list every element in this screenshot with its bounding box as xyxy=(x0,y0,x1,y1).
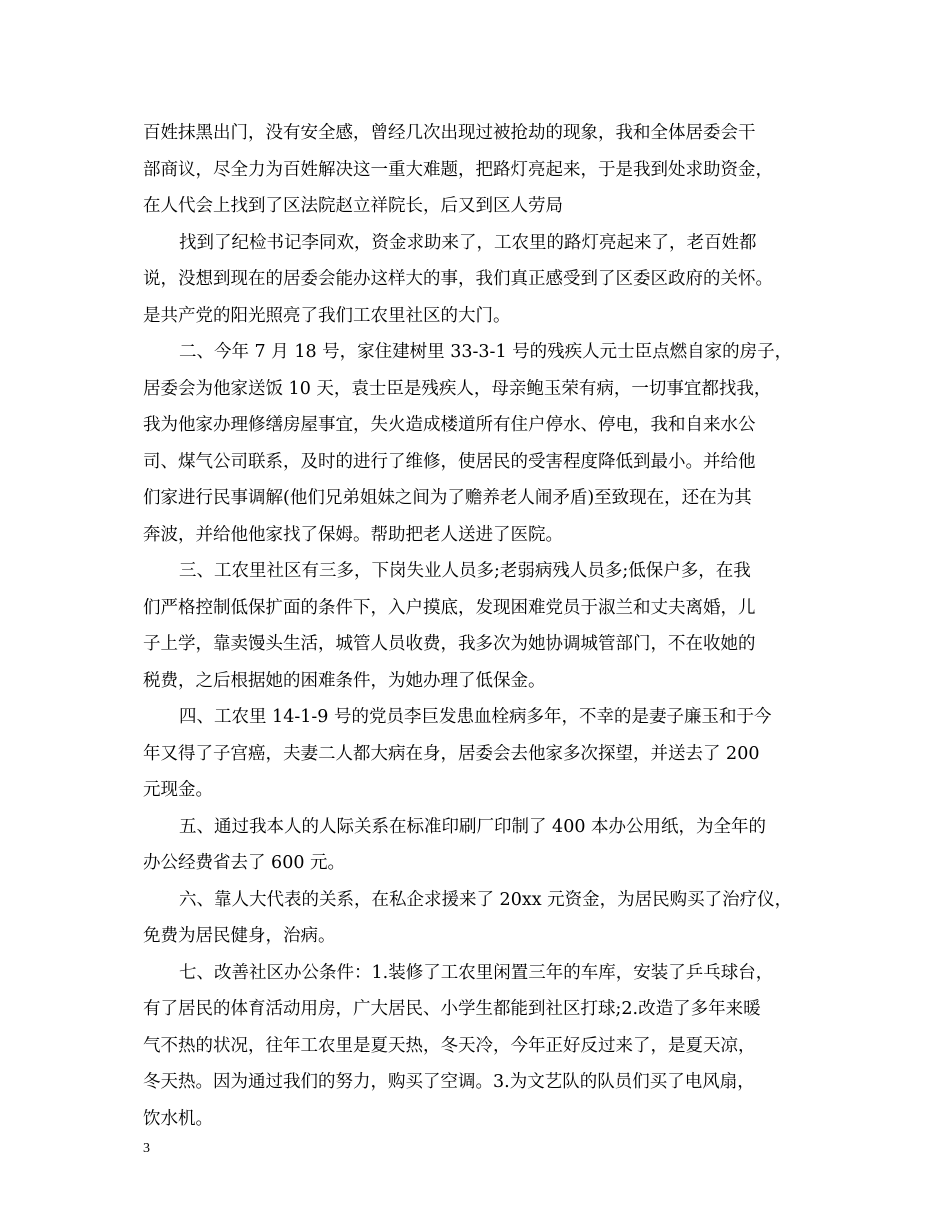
text-line: 年又得了子宫癌，夫妻二人都大病在身，居委会去他家多次探望，并送去了 200 xyxy=(143,743,760,764)
text-line: 办公经费省去了 600 元。 xyxy=(143,853,346,873)
text-line: 司、煤气公司联系，及时的进行了维修，使居民的受害程度降低到最小。并给他 xyxy=(143,451,756,472)
text-line: 部商议，尽全力为百姓解决这一重大难题，把路灯亮起来，于是我到处求助资金， xyxy=(143,159,773,180)
text-line: 免费为居民健身，治病。 xyxy=(143,926,336,946)
text-line: 税费，之后根据她的困难条件，为她办理了低保金。 xyxy=(143,670,546,691)
text-line: 我为他家办理修缮房屋事宜，失火造成楼道所有住户停水、停电，我和自来水公 xyxy=(143,415,756,435)
text-line: 四、工农里 14-1-9 号的党员李巨发患血栓病多年，不幸的是妻子廉玉和于今 xyxy=(179,707,772,727)
text-line: 二、今年 7 月 18 号，家住建树里 33-3-1 号的残疾人元士臣点燃自家的房子， xyxy=(179,342,793,362)
text-line: 居委会为他家送饭 10 天，袁士臣是残疾人，母亲鲍玉荣有病，一切事宜都找我， xyxy=(143,378,772,399)
text-line: 奔波，并给他他家找了保姆。帮助把老人送进了医院。 xyxy=(143,524,563,545)
text-line: 元现金。 xyxy=(143,780,213,800)
text-line: 六、靠人大代表的关系，在私企求援来了 20xx 元资金，为居民购买了治疗仪， xyxy=(179,889,793,910)
text-line: 们严格控制低保扩面的条件下，入户摸底，发现困难党员于淑兰和丈夫离婚，儿 xyxy=(143,597,756,618)
text-line: 有了居民的体育活动用房，广大居民、小学生都能到社区打球;2.改造了多年来暖 xyxy=(143,999,761,1019)
text-line: 五、通过我本人的人际关系在标准印刷厂印制了 400 本办公用纸，为全年的 xyxy=(179,816,767,837)
document-body xyxy=(143,115,823,1137)
text-line: 气不热的状况，往年工农里是夏天热，冬天冷，今年正好反过来了，是夏天凉， xyxy=(143,1035,756,1056)
text-line: 找到了纪检书记李同欢，资金求助来了，工农里的路灯亮起来了，老百姓都 xyxy=(179,232,757,253)
text-line: 百姓抹黑出门，没有安全感，曾经几次出现过被抢劫的现象，我和全体居委会干 xyxy=(143,123,756,143)
text-line: 是共产党的阳光照亮了我们工农里社区的大门。 xyxy=(143,305,511,326)
text-line: 冬天热。因为通过我们的努力，购买了空调。3.为文艺队的队员们买了电风扇， xyxy=(143,1072,755,1092)
text-line: 饮水机。 xyxy=(143,1108,213,1129)
text-line: 在人代会上找到了区法院赵立祥院长，后又到区人劳局 xyxy=(143,196,563,216)
text-line: 说，没想到现在的居委会能办这样大的事，我们真正感受到了区委区政府的关怀。 xyxy=(143,269,773,289)
text-line: 三、工农里社区有三多，下岗失业人员多;老弱病残人员多;低保户多，在我 xyxy=(179,561,751,581)
page-number: 3 xyxy=(143,1141,150,1156)
text-line: 们家进行民事调解(他们兄弟姐妹之间为了赡养老人闹矛盾)至致现在，还在为其 xyxy=(143,488,752,508)
text-line: 子上学，靠卖馒头生活，城管人员收费，我多次为她协调城管部门，不在收她的 xyxy=(143,634,756,654)
text-line: 七、改善社区办公条件：1.装修了工农里闲置三年的车库，安装了乒乓球台， xyxy=(179,962,774,983)
